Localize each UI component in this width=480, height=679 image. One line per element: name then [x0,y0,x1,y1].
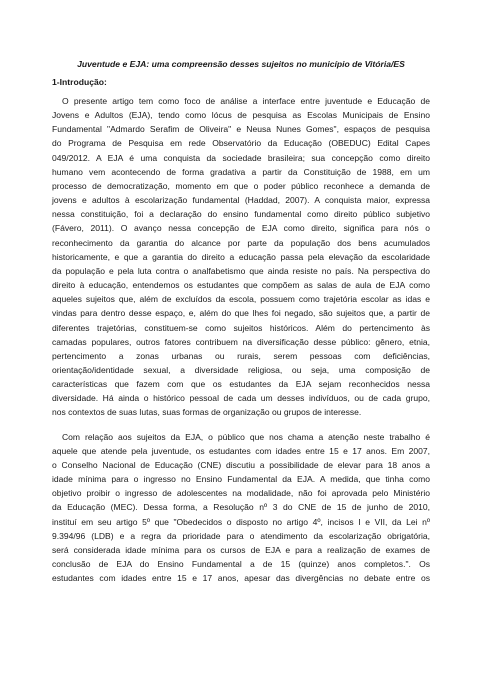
text-line: 9.394/96 (LDB) e a regra da prioridade para o atendimento da escolarização obrigatória, [52,530,430,541]
section-heading: 1-Introdução: [52,77,107,87]
text-line: estudantes com idades entre 15 e 17 anos, apesar das divergências no debate entre os [52,573,430,584]
text-line: Jovens e Adultos (EJA), tendo como lócus de pesquisa as Escolas Municipais de Ensino [52,110,430,121]
text-line: jovens e adultos à escolarização fundamental (Haddad, 2007). A conquista maior, expressa [52,195,430,206]
text-line: O presente artigo tem como foco de análise a interface entre juventude e Educação de [62,96,430,106]
text-line: (Fávero, 2011). O avanço nessa concepção de EJA como direito, significa para nós o [52,223,430,234]
text-line: processo de democratização, momento em que o poder público reconhece a demanda de [52,180,430,191]
text-line: humano vem acontecendo de forma gradativa a partir da Constituição de 1988, em um [52,166,430,177]
text-line: camadas populares, outros fatores contribuem na diversificação desse público: gênero, etnia, [52,336,430,347]
text-line: objetivo proibir o ingresso de adolescentes na modalidade, não foi aprovada pelo Ministério [52,488,430,499]
text-line: conclusão de EJA do Ensino Fundamental a de 15 (quinze) anos completos.". Os [52,559,430,569]
text-line: nessa constituição, foi a declaração do ensino fundamental como direito público subjetivo [52,209,430,220]
text-line: nos contextos de suas lutas, suas formas de organização ou grupos de interesse. [52,407,362,418]
text-line: características que fazem com que os estudantes da EJA sejam reconhecidos nessa [52,379,430,390]
text-line: aquele que atende pela juventude, os estudantes com idades entre 15 e 17 anos. Em 2007, [52,445,430,456]
paragraph-1 [52,94,430,420]
text-line: orientação/identidade sexual, a diversidade religiosa, ou seja, uma composição de [52,364,430,375]
text-line: reconhecimento da garantia do alcance por parte da população dos bens acumulados [52,237,430,248]
text-line: aqueles sujeitos que, além de excluídos da escola, possuem como trajetória escolar as idas e [52,294,430,305]
text-line: Com relação aos sujeitos da EJA, o público que nos chama a atenção neste trabalho é [62,431,430,442]
text-line: idade mínima para o ingresso no Ensino Fundamental da EJA. A medida, que tinha como [52,474,430,485]
text-line: será considerada idade mínima para os cursos de EJA e para a realização de exames de [52,544,430,555]
text-line: direito à educação, entendemos os estudantes que compõem as salas de aula de EJA como [52,280,430,291]
text-line: da Educação (MEC). Dessa forma, a Resolução nº 3 do CNE de 15 de junho de 2010, [52,502,430,513]
text-line: do Programa de Pesquisa em rede Observatório da Educação (OBEDUC) Edital Capes [52,138,430,149]
text-line: da população e pela luta contra o analfabetismo que ainda resiste no país. Na perspectiva do [52,265,430,276]
text-line: Fundamental "Admardo Serafim de Oliveira" e Neusa Nunes Gomes", espaços de pesquisa [52,124,430,135]
text-line: o Conselho Nacional de Educação (CNE) discutiu a possibilidade de elevar para 18 anos a [52,459,430,470]
text-line: pertencimento a zonas urbanas ou rurais, serem pessoas com deficiências, [52,350,430,361]
text-line: instituí em seu artigo 5º que "Obedecidos o disposto no artigo 4º, incisos I e VII, da Lei nº [52,516,430,527]
text-line: diferentes trajetórias, constituem-se como sujeitos históricos. Além do pertencimento às [52,322,430,333]
document-title: Juventude e EJA: uma compreensão desses sujeitos no município de Vitória/ES [77,59,405,69]
text-line: vindas para dentro desse espaço, e, além do que lhes foi negado, são sujeitos que, a partir de [52,308,430,319]
text-line: diversidade. Há ainda o histórico pessoal de cada um desses indivíduos, ou de cada grupo, [52,393,430,404]
paragraph-2 [52,430,430,586]
text-line: historicamente, e que a garantia do direito a educação passa pela elevação da escolaridade [52,251,430,262]
text-line: 049/2012. A EJA é uma conquista da sociedade brasileira; sua concepção como direito [52,152,430,163]
